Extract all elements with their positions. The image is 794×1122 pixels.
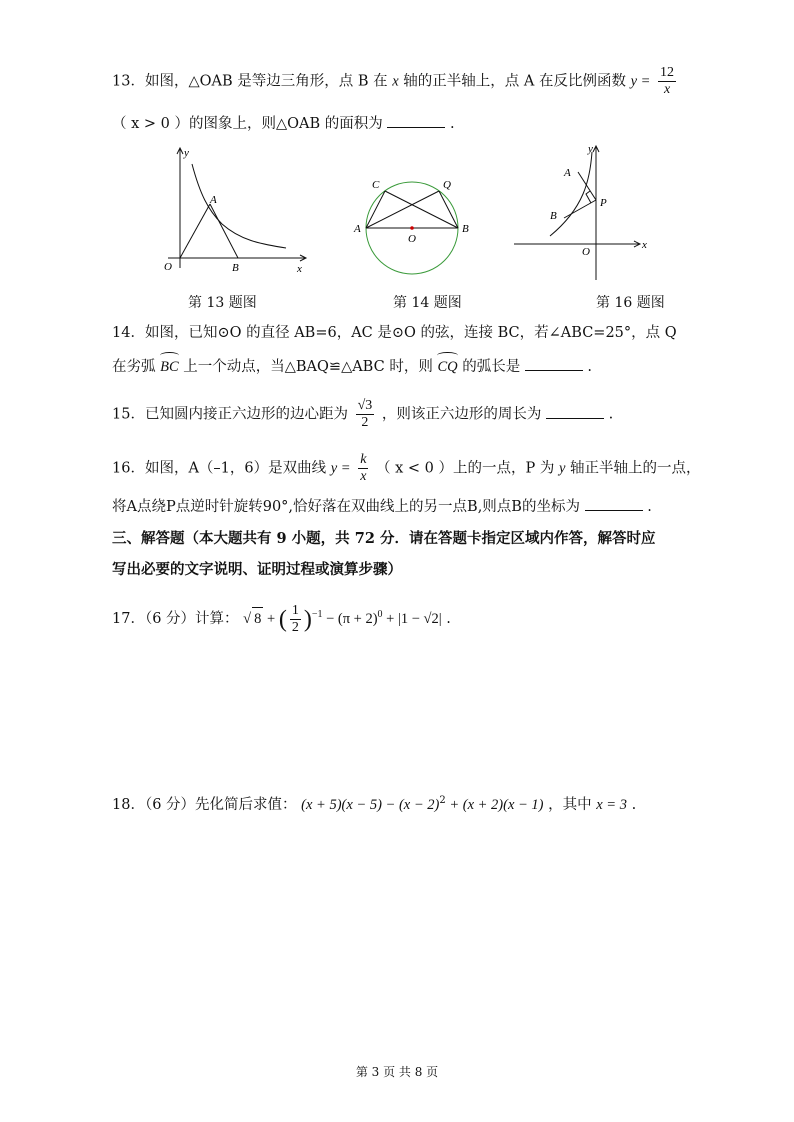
fig13-side-ab: [210, 204, 238, 258]
figure-14: [348, 172, 478, 280]
q16-frac-den: x: [360, 469, 367, 484]
q18-tail: ，其中: [548, 796, 592, 813]
q15-line: [112, 399, 613, 430]
q14-arc-cq: CQ: [437, 356, 457, 378]
fig13-label-b: B: [232, 262, 239, 274]
q16-condition: （ x < 0 ）上的一点，P 为: [376, 460, 555, 477]
fig14-chord-aq: [366, 191, 439, 228]
q16-line-2: [112, 496, 652, 518]
fig14-label-a: A: [354, 223, 361, 235]
fig14-label-b: B: [462, 223, 469, 235]
q13-y-eq: y =: [630, 73, 651, 90]
fig14-chord-cb: [385, 191, 458, 228]
q17-end: .: [446, 610, 451, 627]
q17-expression: √ 8 + ( $\frac{1}{2}$ )$^{-1} - (\pi + 2)^0 + |1 - √2|$: [243, 603, 442, 635]
q14-arc-bc: BC: [160, 356, 179, 378]
figure-16: [510, 140, 660, 284]
fig16-label-o: O: [582, 246, 590, 258]
q15-fraction: [356, 399, 375, 430]
q17-abs: + |1 − √2|: [382, 610, 442, 627]
q13-condition: （ x > 0 ）的图象上，则△OAB 的面积为: [112, 116, 383, 132]
q14-end: .: [587, 359, 593, 375]
q17-line: [112, 604, 451, 635]
fig16-label-p: P: [600, 197, 607, 209]
q16-y-var: y: [559, 460, 566, 477]
q16-y-eq: y =: [330, 460, 351, 477]
q18-expression-b: + (x + 2)(x − 1): [445, 796, 544, 813]
q14-answer-blank: [525, 356, 583, 371]
q16-line-1: [112, 453, 701, 484]
fig16-right-angle-mark: [586, 191, 591, 203]
q17-middle: − (π + 2): [322, 610, 378, 627]
fig16-label-x: x: [642, 239, 647, 251]
fig14-label-q: Q: [443, 179, 451, 191]
q15-answer-blank: [546, 404, 604, 419]
fig13-label-o: O: [164, 261, 172, 273]
q17-sqrt-8: 8: [252, 607, 263, 630]
q15-text-b: ，则该正六边形的周长为: [381, 406, 542, 423]
section-3-line-1: 三、解答题（本大题共有 9 小题，共 72 分．请在答题卡指定区域内作答，解答时应: [112, 530, 656, 547]
q17-half-num: 1: [291, 603, 299, 618]
q13-text-a: 13．如图，△OAB 是等边三角形，点 B 在: [112, 73, 388, 90]
figure-13: [160, 144, 310, 276]
q18-x-value: x = 3: [596, 796, 627, 813]
q17-exponent-m1: −1: [311, 609, 323, 620]
q13-end: .: [449, 116, 455, 132]
q14-text-c: 的弧长是: [462, 359, 521, 375]
fig14-chord-ac: [366, 191, 385, 228]
fig13-label-y: y: [184, 147, 189, 159]
fig16-label-y: y: [588, 143, 593, 155]
q18-exponent-2: 2: [439, 795, 446, 806]
caption-figure-13: 第 13 题图: [188, 295, 257, 311]
q15-text-a: 15．已知圆内接正六边形的边心距为: [112, 406, 348, 423]
q13-frac-num: 12: [660, 65, 675, 80]
q15-end: .: [608, 406, 614, 423]
q14-text-b: 上一个动点，当△BAQ≌△ABC 时，则: [183, 359, 433, 375]
q18-line: [112, 790, 636, 816]
q15-frac-den: 2: [361, 415, 369, 430]
fig13-side-oa: [180, 204, 210, 258]
q16-answer-blank: [585, 496, 643, 511]
fig13-label-x: x: [297, 263, 302, 275]
caption-figure-14: 第 14 题图: [393, 295, 462, 311]
q16-text-b: 轴正半轴上的一点，: [570, 460, 701, 477]
q16-text-c: 将A点绕P点逆时针旋转90°,恰好落在双曲线上的另一点B,则点B的坐标为: [112, 499, 580, 515]
q13-fraction: [658, 66, 676, 97]
q13-line-2: [112, 113, 455, 135]
q15-frac-num: √3: [357, 398, 373, 413]
q17-plus: +: [263, 610, 279, 627]
fig14-label-c: C: [372, 179, 380, 191]
fig16-label-b: B: [550, 210, 557, 222]
q18-expression-a: (x + 5)(x − 5) − (x − 2): [301, 796, 440, 813]
q18-label: 18．（6 分）先化简后求值：: [112, 796, 297, 813]
q13-frac-den: x: [663, 82, 671, 97]
fig14-chord-qb: [439, 191, 458, 228]
fig14-label-o: O: [408, 233, 416, 245]
fig13-label-a: A: [210, 194, 217, 206]
q14-text-a: 在劣弧: [112, 359, 156, 375]
q14-line-1: 14．如图，已知⊙O 的直径 AB=6，AC 是⊙O 的弦，连接 BC，若∠ABC=25°，点 Q: [112, 325, 677, 341]
q16-text-a: 16．如图，A（–1，6）是双曲线: [112, 460, 327, 477]
caption-figure-16: 第 16 题图: [596, 295, 665, 311]
q13-line-1: [112, 66, 679, 97]
q17-paren-open: (: [278, 606, 287, 633]
q17-half: [290, 604, 301, 635]
q17-paren-close: ): [303, 606, 312, 633]
q13-text-b: 轴的正半轴上，点 A 在反比例函数: [403, 73, 626, 90]
q16-end: .: [647, 499, 652, 515]
section-3-line-2: 写出必要的文字说明、证明过程或演算步骤）: [112, 561, 402, 578]
q13-answer-blank: [387, 113, 445, 128]
q16-fraction: [358, 453, 368, 484]
q18-end: .: [631, 796, 637, 813]
q17-exponent-0: 0: [377, 609, 383, 620]
fig13-hyperbola: [192, 164, 286, 248]
q14-line-2: [112, 356, 592, 378]
fig14-center-dot: [410, 226, 414, 230]
q13-x-var: x: [392, 73, 399, 90]
q16-frac-num: k: [360, 452, 367, 467]
q17-half-den: 2: [291, 620, 299, 635]
fig16-label-a: A: [564, 167, 571, 179]
q17-label: 17．（6 分）计算：: [112, 610, 239, 627]
page-footer: 第 3 页 共 8 页: [355, 1065, 439, 1079]
